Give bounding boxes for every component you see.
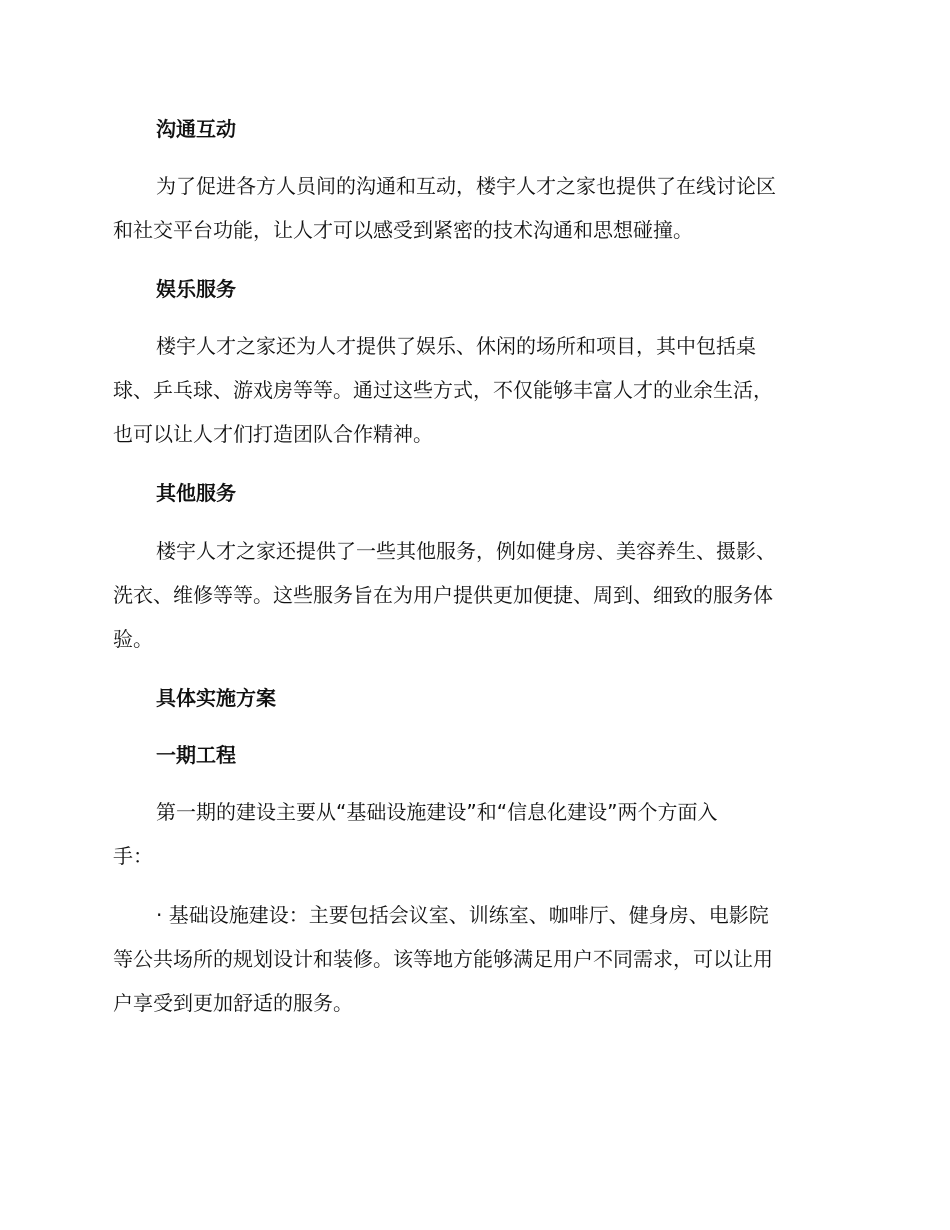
paragraph-line: 第一期的建设主要从“基础设施建设”和“信息化建设”两个方面入 xyxy=(156,800,718,824)
paragraph-line: 为了促进各方人员间的沟通和互动，楼宇人才之家也提供了在线讨论区 xyxy=(156,174,776,198)
paragraph-phase1-intro xyxy=(113,790,838,878)
paragraph-entertainment xyxy=(113,324,838,456)
paragraph-line: 球、乒乓球、游戏房等等。通过这些方式，不仅能够丰富人才的业余生活， xyxy=(113,378,773,402)
paragraph-line: 和社交平台功能，让人才可以感受到紧密的技术沟通和思想碰撞。 xyxy=(113,218,693,242)
paragraph-line: 楼宇人才之家还提供了一些其他服务，例如健身房、美容养生、摄影、 xyxy=(156,539,776,563)
subsection-heading-phase1: 一期工程 xyxy=(156,743,236,767)
paragraph-line: 楼宇人才之家还为人才提供了娱乐、休闲的场所和项目，其中包括桌 xyxy=(156,334,756,358)
paragraph-line: 洗衣、维修等等。这些服务旨在为用户提供更加便捷、周到、细致的服务体 xyxy=(113,583,773,607)
section-heading-other-services: 其他服务 xyxy=(156,481,236,505)
paragraph-line: 也可以让人才们打造团队合作精神。 xyxy=(113,422,433,446)
section-heading-entertainment: 娱乐服务 xyxy=(156,277,236,301)
paragraph-line: 等公共场所的规划设计和装修。该等地方能够满足用户不同需求，可以让用 xyxy=(113,947,773,971)
section-heading-communication: 沟通互动 xyxy=(156,117,236,141)
paragraph-line: 验。 xyxy=(113,627,153,651)
paragraph-line: 户享受到更加舒适的服务。 xyxy=(113,991,353,1015)
paragraph-communication xyxy=(113,164,838,252)
bullet-item-infrastructure xyxy=(113,893,838,1025)
paragraph-other-services xyxy=(113,529,838,661)
section-heading-implementation: 具体实施方案 xyxy=(156,686,276,710)
paragraph-line: 手： xyxy=(113,844,153,868)
paragraph-line: · 基础设施建设：主要包括会议室、训练室、咖啡厅、健身房、电影院 xyxy=(156,903,769,927)
